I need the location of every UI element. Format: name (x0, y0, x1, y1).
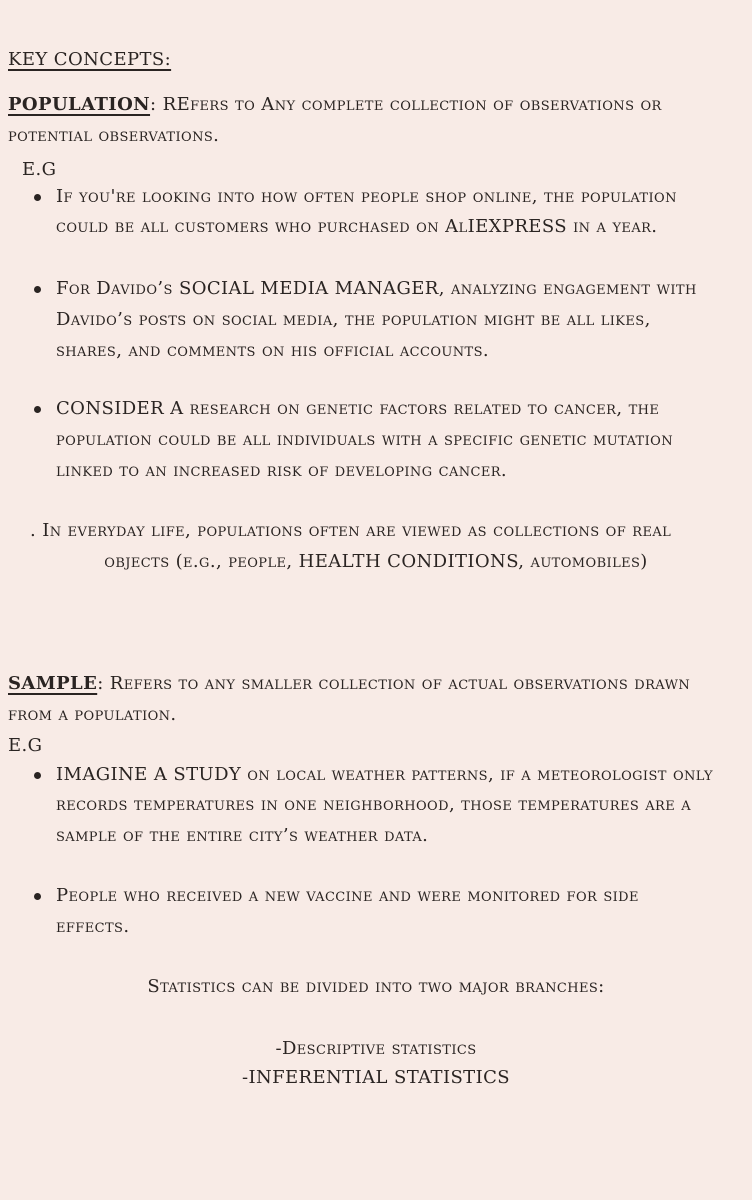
sample-eg-label: E.G (8, 735, 43, 756)
bullet-icon (34, 893, 41, 900)
sample-definition-text: : Refers to any smaller collection of actual observations drawn (97, 673, 691, 694)
branch-descriptive: -Descriptive statistics (275, 1038, 477, 1059)
sample-term: SAMPLE (8, 673, 98, 694)
sample-definition (8, 669, 690, 699)
sample-example-1-cont: sample of the entire city’s weather data. (56, 825, 429, 846)
population-definition-continued: potential observations. (8, 125, 220, 146)
sample-example-2: People who received a new vaccine and were monitored for side (56, 885, 639, 906)
bullet-icon (34, 194, 41, 201)
population-definition (8, 90, 662, 120)
population-definition-text: : REfers to Any complete collection of observations or (150, 94, 662, 115)
population-example-2: For Davido’s SOCIAL MEDIA MANAGER, analyzing engagement with (56, 278, 697, 299)
population-example-3-cont: linked to an increased risk of developing cancer. (56, 460, 508, 481)
sample-definition-continued: from a population. (8, 704, 177, 725)
population-note: . In everyday life, populations often are viewed as collections of real (30, 520, 672, 541)
population-example-2-cont: Davido’s posts on social media, the population might be all likes, (56, 309, 651, 330)
bullet-icon (34, 286, 41, 293)
sample-example-2-cont: effects. (56, 916, 130, 937)
population-example-1-cont: could be all customers who purchased on AlIEXPRESS in a year. (56, 216, 658, 237)
population-eg-label: E.G (22, 159, 57, 180)
key-concepts-heading: KEY CONCEPTS: (8, 49, 172, 70)
population-example-3: CONSIDER A research on genetic factors related to cancer, the (56, 398, 660, 419)
branch-inferential: -INFERENTIAL STATISTICS (241, 1067, 511, 1088)
population-term: POPULATION (8, 94, 151, 115)
bullet-icon (34, 772, 41, 779)
population-example-2-cont: shares, and comments on his official accounts. (56, 340, 490, 361)
bullet-icon (34, 406, 41, 413)
population-example-3-cont: population could be all individuals with a specific genetic mutation (56, 429, 673, 450)
branches-intro: Statistics can be divided into two major branches: (147, 976, 605, 997)
sample-example-1: IMAGINE A STUDY on local weather patterns, if a meteorologist only (56, 764, 713, 785)
population-example-1: If you're looking into how often people shop online, the population (56, 186, 677, 207)
population-note-cont: objects (e.g., people, HEALTH CONDITIONS, automobiles) (104, 551, 648, 572)
sample-example-1-cont: records temperatures in one neighborhood, those temperatures are a (56, 794, 692, 815)
